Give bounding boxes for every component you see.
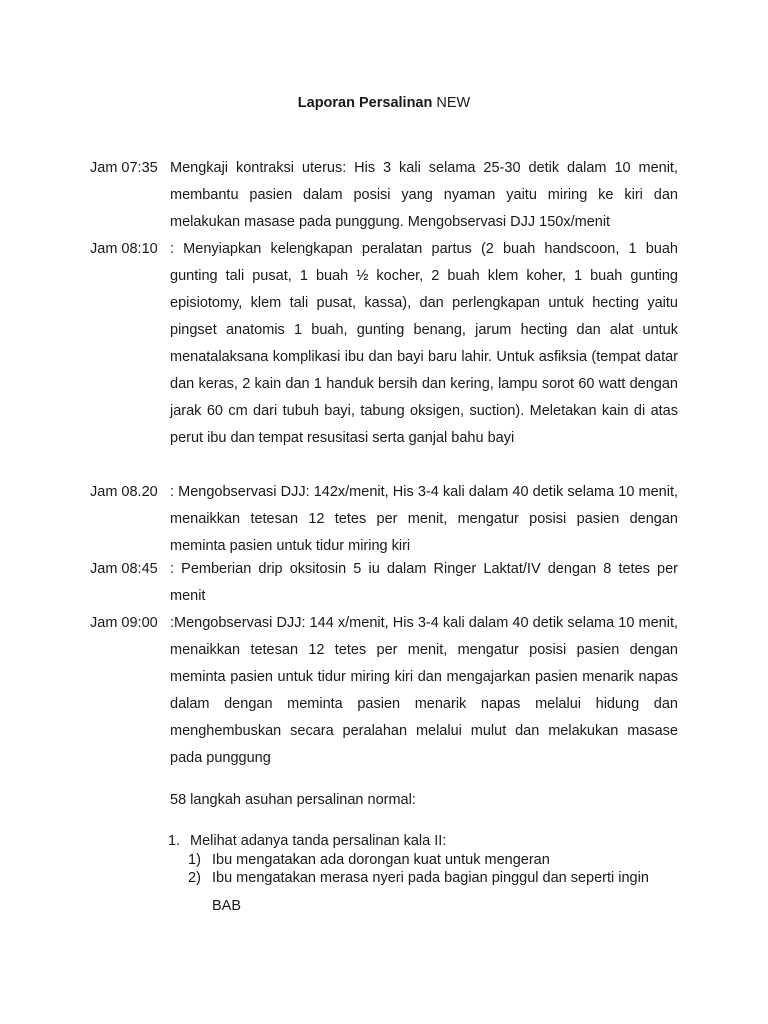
entry-text: Mengkaji kontraksi uterus: His 3 kali selama 25-30 detik dalam 10 menit, membantu pasien dalam posisi yang nyaman yaitu miring ke kiri dan melakukan masase pada punggung. Mengobservasi DJJ 150x/menit xyxy=(170,160,678,230)
sub-list-number: 1) xyxy=(188,852,201,868)
log-entry xyxy=(90,236,678,452)
sub-list-item xyxy=(188,869,678,887)
entry-text: : Pemberian drip oksitosin 5 iu dalam Ringer Laktat/IV dengan 8 tetes per menit xyxy=(170,561,678,604)
entry-time: Jam 08.20 xyxy=(90,484,158,500)
sub-list-text: Ibu mengatakan merasa nyeri pada bagian pinggul dan seperti ingin xyxy=(212,870,649,886)
list-number: 1. xyxy=(168,833,181,849)
steps-intro: 58 langkah asuhan persalinan normal: xyxy=(170,792,416,808)
entry-text: : Menyiapkan kelengkapan peralatan partus (2 buah handscoon, 1 buah gunting tali pusat, 1 buah ½ kocher, 2 buah klem koher, 1 buah gunting episiotomy, klem tali pusat, kassa), dan perlengkapan untuk hecting yaitu pingset anatomis 1 buah, gunting benang, jarum hecting dan alat untuk menatalaksana komplikasi ibu dan bayi baru lahir. Untuk asfiksia (tempat datar dan keras, 2 kain dan 1 handuk bersih dan kering, lampu sorot 60 watt dengan jarak 60 cm dari tubuh bayi, tabung oksigen, suction). Meletakan kain di atas perut ibu dan tempat resusitasi serta ganjal bahu bayi xyxy=(170,241,678,446)
document-title xyxy=(0,94,768,112)
title-bold: Laporan Persalinan xyxy=(297,95,433,111)
entry-time: Jam 09:00 xyxy=(90,615,158,631)
entry-time: Jam 08:10 xyxy=(90,241,158,257)
entry-text: : Mengobservasi DJJ: 142x/menit, His 3-4 kali dalam 40 detik selama 10 menit, menaikkan tetesan 12 tetes per menit, mengatur posisi pasien dengan meminta pasien untuk tidur miring kiri xyxy=(170,484,678,554)
title-suffix: NEW xyxy=(432,95,471,111)
log-entry xyxy=(90,610,678,772)
entry-text: :Mengobservasi DJJ: 144 x/menit, His 3-4 kali dalam 40 detik selama 10 menit, menaikkan tetesan 12 tetes per menit, mengatur posisi pasien dengan meminta pasien untuk tidur miring kiri dan mengajarkan pasien menarik napas dalam dengan meminta pasien menarik napas melalui hidung dan menghembuskan secara peralahan melalui mulut dan melakukan masase pada punggung xyxy=(170,615,678,766)
sub-list-number: 2) xyxy=(188,870,201,886)
numbered-list-item xyxy=(168,832,678,850)
log-entry xyxy=(90,556,678,610)
sub-list-item xyxy=(188,851,678,869)
entry-time: Jam 07:35 xyxy=(90,160,158,176)
sub-list-text: Ibu mengatakan ada dorongan kuat untuk mengeran xyxy=(212,852,550,868)
sub-list-continuation: BAB xyxy=(212,898,242,914)
list-item-text: Melihat adanya tanda persalinan kala II: xyxy=(190,833,447,849)
log-entry xyxy=(90,479,678,560)
entry-time: Jam 08:45 xyxy=(90,561,158,577)
log-entry xyxy=(90,155,678,236)
